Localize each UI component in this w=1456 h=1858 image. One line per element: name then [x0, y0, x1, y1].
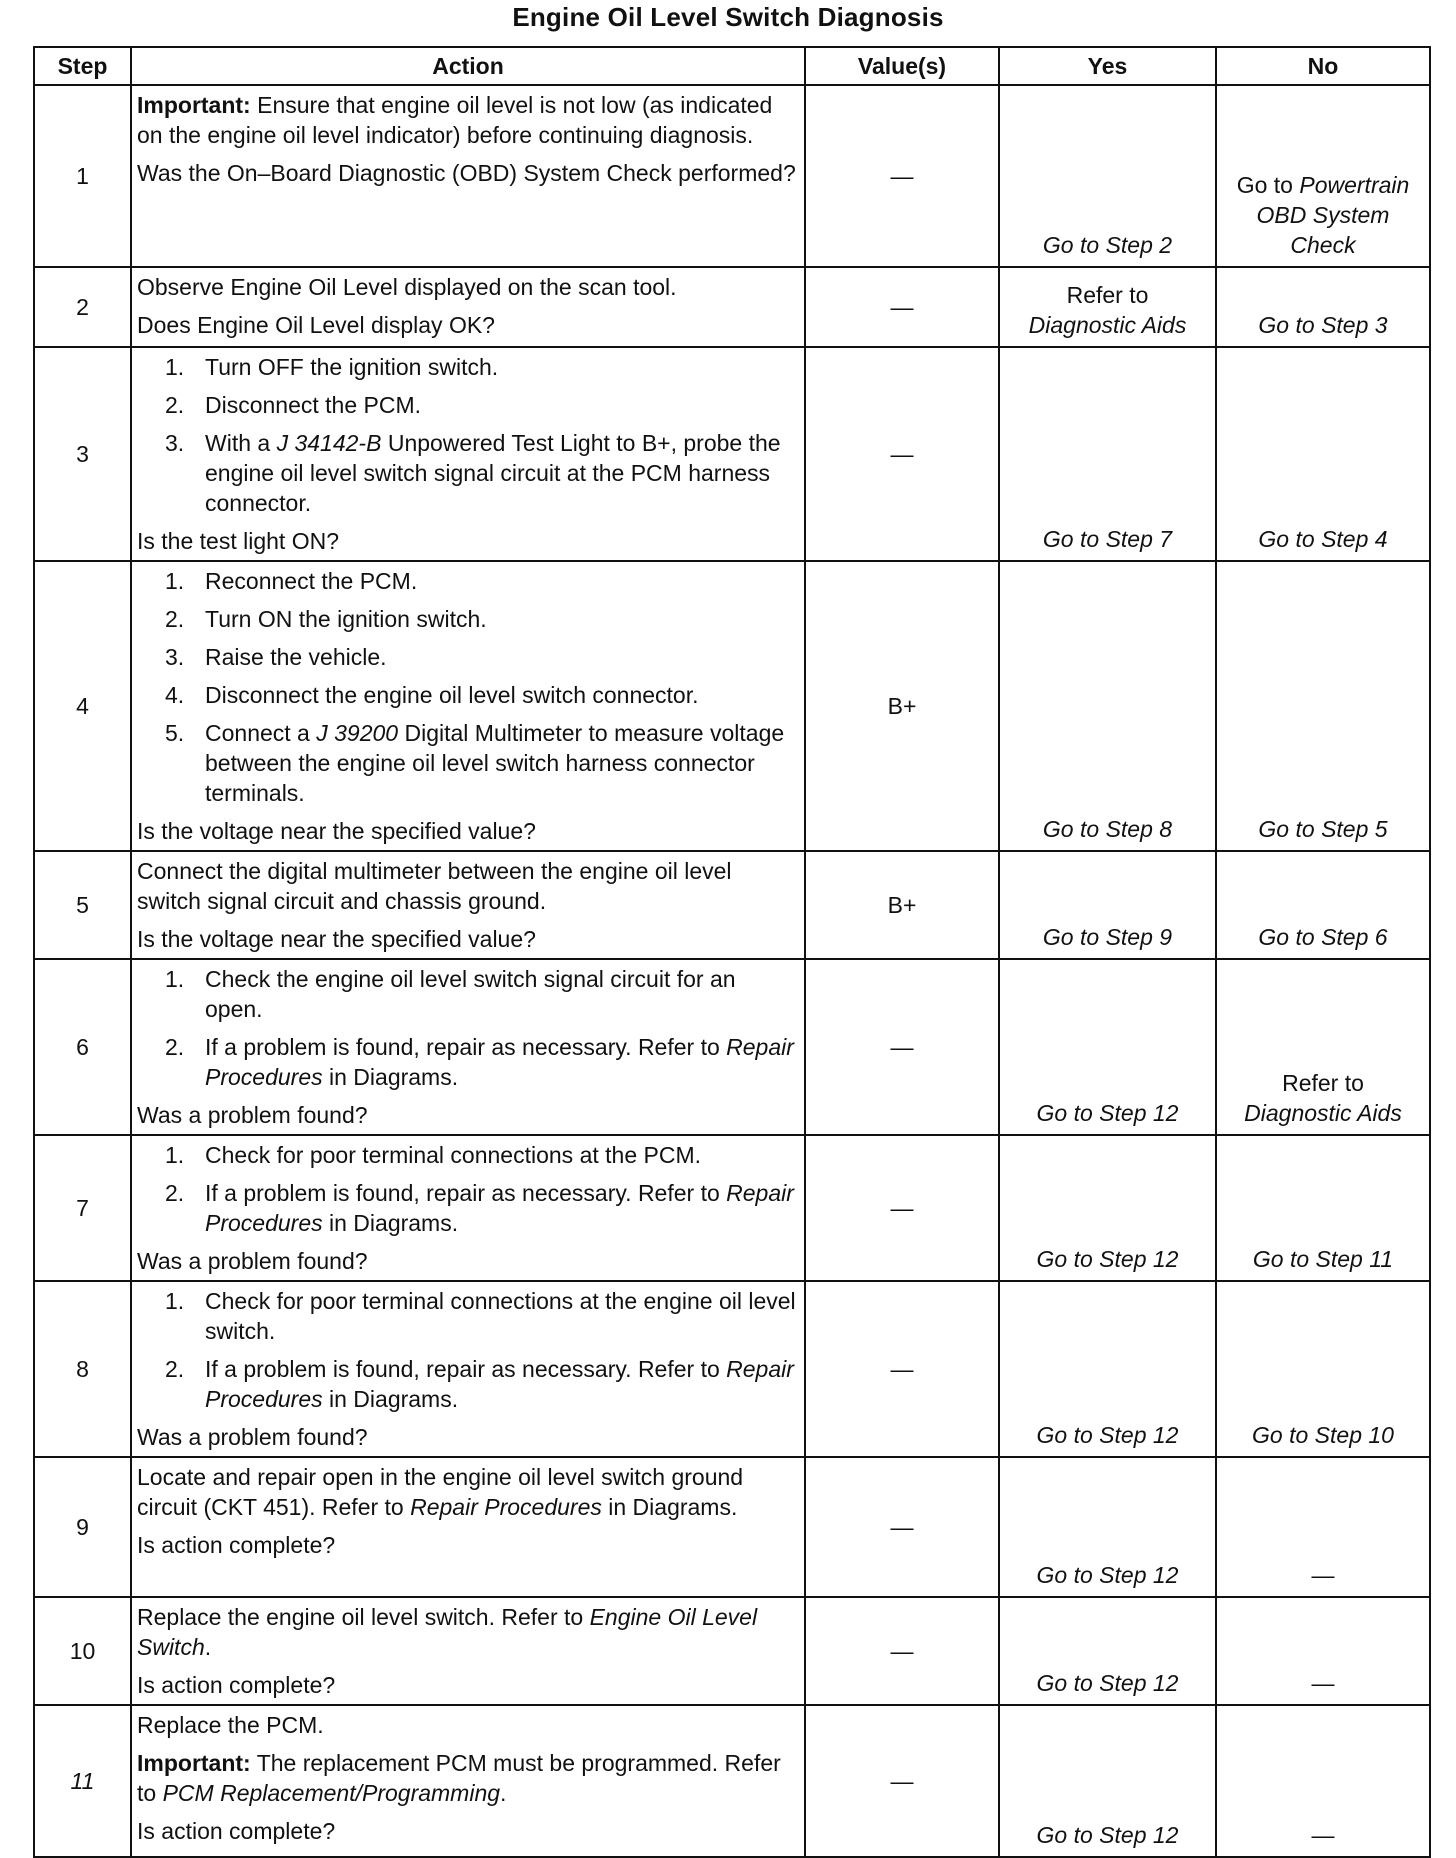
action-cell [131, 267, 805, 347]
yes-prefix: Refer to [1066, 282, 1149, 308]
list-item [137, 566, 798, 596]
item-number: 1. [165, 568, 185, 594]
header-yes: Yes [999, 47, 1216, 85]
pcm-programming-link[interactable]: PCM Replacement/Programming [162, 1780, 501, 1806]
action-cell [131, 1597, 805, 1705]
action-steps [137, 964, 798, 1092]
value-cell: — [805, 1135, 999, 1281]
action-cell [131, 959, 805, 1135]
item-number: 1. [165, 354, 185, 380]
item-text: in Diagrams. [322, 1386, 459, 1412]
list-item [137, 718, 798, 808]
item-number: 2. [165, 1180, 185, 1206]
action-line: Observe Engine Oil Level displayed on the scan tool. [137, 274, 677, 300]
value-cell: — [805, 267, 999, 347]
important-label: Important: [137, 1750, 251, 1776]
list-item [137, 604, 798, 634]
yes-cell: Go to Step 12 [999, 1135, 1216, 1281]
step-number: 1 [34, 85, 131, 267]
action-question: Does Engine Oil Level display OK? [137, 312, 495, 338]
yes-cell: Go to Step 12 [999, 959, 1216, 1135]
no-cell: Go to Step 10 [1216, 1281, 1430, 1457]
item-text: in Diagrams. [322, 1064, 459, 1090]
yes-cell: Go to Step 9 [999, 851, 1216, 959]
value-cell: B+ [805, 561, 999, 851]
list-item [137, 1032, 798, 1092]
value-cell: — [805, 1705, 999, 1857]
item-text: Disconnect the PCM. [205, 392, 422, 418]
action-line: Connect the digital multimeter between the engine oil level switch signal circuit and chassis ground. [137, 858, 732, 914]
list-item [137, 1140, 798, 1170]
table-row [34, 1705, 1430, 1857]
important-note [137, 1748, 798, 1808]
action-steps [137, 352, 798, 518]
important-text: The replacement PCM must be programmed. Refer to [137, 1750, 781, 1806]
item-number: 2. [165, 392, 185, 418]
important-label: Important: [137, 92, 251, 118]
no-cell: — [1216, 1457, 1430, 1597]
no-cell [1216, 959, 1430, 1135]
engine-oil-level-switch-link[interactable]: Engine Oil Level Switch [137, 1604, 758, 1660]
list-item [137, 964, 798, 1024]
table-row [34, 267, 1430, 347]
item-number: 1. [165, 1142, 185, 1168]
list-item [137, 1354, 798, 1414]
powertrain-obd-link[interactable]: Powertrain OBD System Check [1256, 172, 1410, 258]
action-question: Is the test light ON? [137, 528, 339, 554]
step-number: 4 [34, 561, 131, 851]
item-text: Check for poor terminal connections at the PCM. [205, 1142, 702, 1168]
item-number: 5. [165, 720, 185, 746]
list-item [137, 352, 798, 382]
no-cell: Go to Step 3 [1216, 267, 1430, 347]
action-line [137, 1602, 798, 1662]
action-steps [137, 566, 798, 808]
table-row [34, 1135, 1430, 1281]
header-no: No [1216, 47, 1430, 85]
no-cell: Go to Step 4 [1216, 347, 1430, 561]
item-number: 3. [165, 430, 185, 456]
list-item [137, 1286, 798, 1346]
action-text: Locate and repair open in the engine oil level switch ground circuit (CKT 451). Refer to [137, 1464, 744, 1520]
no-prefix: Go to [1236, 172, 1300, 198]
value-cell: — [805, 85, 999, 267]
list-item [137, 390, 798, 420]
item-text: Raise the vehicle. [205, 644, 387, 670]
important-text: Ensure that engine oil level is not low (as indicated on the engine oil level indicator) before continuing diagnosis. [137, 92, 773, 148]
yes-cell: Go to Step 8 [999, 561, 1216, 851]
step-number: 3 [34, 347, 131, 561]
header-values: Value(s) [805, 47, 999, 85]
table-row [34, 1281, 1430, 1457]
action-text: Replace the engine oil level switch. Refer to [137, 1604, 590, 1630]
yes-cell: Go to Step 12 [999, 1705, 1216, 1857]
item-text: Digital Multimeter to measure voltage between the engine oil level switch harness connector terminals. [205, 720, 785, 806]
tool-name: J 39200 [316, 720, 399, 746]
yes-cell: Go to Step 12 [999, 1281, 1216, 1457]
table-row [34, 959, 1430, 1135]
yes-cell: Go to Step 7 [999, 347, 1216, 561]
step-number: 11 [34, 1705, 131, 1857]
table-row [34, 1457, 1430, 1597]
table-row [34, 85, 1430, 267]
page-title: Engine Oil Level Switch Diagnosis [512, 2, 944, 32]
tool-name: J 34142-B [276, 430, 382, 456]
table-header-row [34, 47, 1430, 85]
item-text: Reconnect the PCM. [205, 568, 418, 594]
action-cell [131, 1705, 805, 1857]
action-cell [131, 1281, 805, 1457]
item-number: 2. [165, 1356, 185, 1382]
item-text: Connect a [205, 720, 317, 746]
item-number: 2. [165, 606, 185, 632]
table-row [34, 1597, 1430, 1705]
no-cell [1216, 85, 1430, 267]
action-text: . [204, 1634, 212, 1660]
action-cell [131, 851, 805, 959]
step-number: 6 [34, 959, 131, 1135]
step-number: 7 [34, 1135, 131, 1281]
action-question: Is action complete? [137, 1532, 336, 1558]
list-item [137, 428, 798, 518]
action-question: Is the voltage near the specified value? [137, 818, 536, 844]
item-text: Unpowered Test Light to B+, probe the engine oil level switch signal circuit at the PCM harness connector. [205, 430, 781, 516]
item-number: 3. [165, 644, 185, 670]
action-steps [137, 1140, 798, 1238]
yes-cell: Go to Step 12 [999, 1597, 1216, 1705]
action-line: Replace the PCM. [137, 1712, 324, 1738]
no-cell: — [1216, 1597, 1430, 1705]
diagnostic-aids-link[interactable]: Diagnostic Aids [1244, 1100, 1402, 1126]
step-number: 9 [34, 1457, 131, 1597]
value-cell: — [805, 1281, 999, 1457]
action-cell [131, 1457, 805, 1597]
repair-procedures-link[interactable]: Repair Procedures [205, 1034, 794, 1090]
table-row [34, 561, 1430, 851]
action-cell [131, 1135, 805, 1281]
diagnosis-table [33, 46, 1431, 1858]
item-text: With a [205, 430, 277, 456]
no-cell: Go to Step 11 [1216, 1135, 1430, 1281]
item-text: in Diagrams. [322, 1210, 459, 1236]
action-question: Was a problem found? [137, 1424, 368, 1450]
repair-procedures-link[interactable]: Repair Procedures [410, 1494, 602, 1520]
important-text: . [500, 1780, 507, 1806]
item-text: Check for poor terminal connections at the engine oil level switch. [205, 1288, 796, 1344]
action-question: Is action complete? [137, 1818, 336, 1844]
item-number: 4. [165, 682, 185, 708]
header-step: Step [34, 47, 131, 85]
item-text: Check the engine oil level switch signal circuit for an open. [205, 966, 736, 1022]
action-question: Was the On–Board Diagnostic (OBD) System Check performed? [137, 160, 796, 186]
action-cell [131, 85, 805, 267]
item-text: If a problem is found, repair as necessary. Refer to [205, 1180, 727, 1206]
item-text: Disconnect the engine oil level switch connector. [205, 682, 699, 708]
item-text: If a problem is found, repair as necessary. Refer to [205, 1034, 727, 1060]
action-line [137, 1462, 798, 1522]
item-text: If a problem is found, repair as necessary. Refer to [205, 1356, 727, 1382]
action-question: Was a problem found? [137, 1102, 368, 1128]
action-cell [131, 561, 805, 851]
step-number: 8 [34, 1281, 131, 1457]
no-cell: Go to Step 6 [1216, 851, 1430, 959]
no-cell: — [1216, 1705, 1430, 1857]
step-number: 5 [34, 851, 131, 959]
item-text: Turn ON the ignition switch. [205, 606, 487, 632]
repair-procedures-link[interactable]: Repair Procedures [205, 1356, 794, 1412]
yes-cell: Go to Step 2 [999, 85, 1216, 267]
value-cell: — [805, 347, 999, 561]
repair-procedures-link[interactable]: Repair Procedures [205, 1180, 794, 1236]
list-item [137, 642, 798, 672]
value-cell: B+ [805, 851, 999, 959]
item-number: 2. [165, 1034, 185, 1060]
action-question: Is action complete? [137, 1672, 336, 1698]
action-question: Was a problem found? [137, 1248, 368, 1274]
value-cell: — [805, 959, 999, 1135]
value-cell: — [805, 1457, 999, 1597]
yes-cell: Go to Step 12 [999, 1457, 1216, 1597]
item-number: 1. [165, 1288, 185, 1314]
yes-cell [999, 267, 1216, 347]
list-item [137, 1178, 798, 1238]
item-text: Turn OFF the ignition switch. [205, 354, 499, 380]
step-number: 10 [34, 1597, 131, 1705]
value-cell: — [805, 1597, 999, 1705]
action-text: in Diagrams. [601, 1494, 738, 1520]
diagnostic-aids-link[interactable]: Diagnostic Aids [1028, 312, 1187, 338]
action-cell [131, 347, 805, 561]
header-action: Action [131, 47, 805, 85]
no-cell: Go to Step 5 [1216, 561, 1430, 851]
item-number: 1. [165, 966, 185, 992]
table-row [34, 347, 1430, 561]
important-note [137, 90, 798, 150]
step-number: 2 [34, 267, 131, 347]
action-question: Is the voltage near the specified value? [137, 926, 536, 952]
list-item [137, 680, 798, 710]
no-prefix: Refer to [1282, 1070, 1364, 1096]
action-steps [137, 1286, 798, 1414]
table-row [34, 851, 1430, 959]
